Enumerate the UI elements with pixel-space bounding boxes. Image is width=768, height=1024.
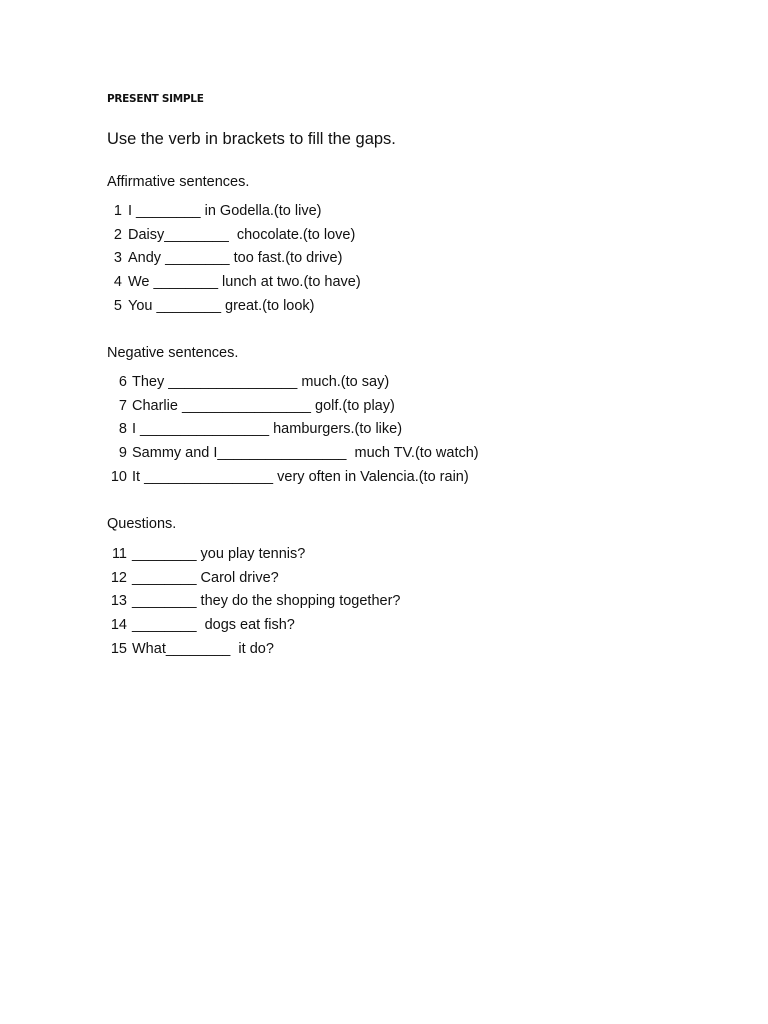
item-number: 1 bbox=[113, 203, 122, 219]
item-sentence: It ________________ very often in Valencia.(to rain) bbox=[132, 468, 469, 485]
item-sentence: Sammy and I________________ much TV.(to watch) bbox=[132, 445, 479, 462]
page-heading: PRESENT SIMPLE bbox=[107, 93, 204, 105]
item-sentence: We ________ lunch at two.(to have) bbox=[128, 274, 361, 291]
instruction-text: Use the verb in brackets to fill the gaps. bbox=[107, 130, 396, 148]
item-number: 11 bbox=[111, 546, 127, 562]
affirmative-section-title: Affirmative sentences. bbox=[107, 174, 250, 190]
item-sentence: ________ dogs eat fish? bbox=[132, 617, 295, 634]
item-sentence: You ________ great.(to look) bbox=[128, 297, 315, 314]
item-sentence: ________ Carol drive? bbox=[132, 569, 279, 586]
item-sentence: ________ you play tennis? bbox=[132, 546, 306, 562]
item-sentence: I ________ in Godella.(to live) bbox=[128, 203, 322, 219]
item-sentence: What________ it do? bbox=[132, 640, 274, 657]
item-number: 12 bbox=[110, 569, 127, 586]
item-sentence: ________ they do the shopping together? bbox=[132, 593, 401, 610]
item-sentence: I ________________ hamburgers.(to like) bbox=[132, 421, 403, 438]
item-number: 13 bbox=[110, 593, 127, 610]
item-number: 14 bbox=[110, 617, 127, 634]
item-number: 3 bbox=[113, 250, 122, 267]
item-sentence: They ________________ much.(to say) bbox=[132, 374, 390, 390]
negative-section-title: Negative sentences. bbox=[107, 345, 239, 361]
item-sentence: Andy ________ too fast.(to drive) bbox=[128, 250, 343, 267]
questions-section-title: Questions. bbox=[107, 516, 177, 532]
item-sentence: Charlie ________________ golf.(to play) bbox=[132, 397, 395, 414]
item-number: 9 bbox=[118, 445, 127, 462]
item-number: 15 bbox=[110, 640, 127, 657]
item-number: 8 bbox=[118, 421, 127, 438]
item-number: 4 bbox=[113, 274, 122, 291]
item-number: 2 bbox=[113, 226, 122, 243]
item-sentence: Daisy________ chocolate.(to love) bbox=[128, 226, 356, 243]
item-number: 7 bbox=[118, 397, 127, 414]
item-number: 5 bbox=[113, 297, 122, 314]
item-number: 6 bbox=[118, 374, 127, 390]
item-number: 10 bbox=[110, 468, 127, 485]
